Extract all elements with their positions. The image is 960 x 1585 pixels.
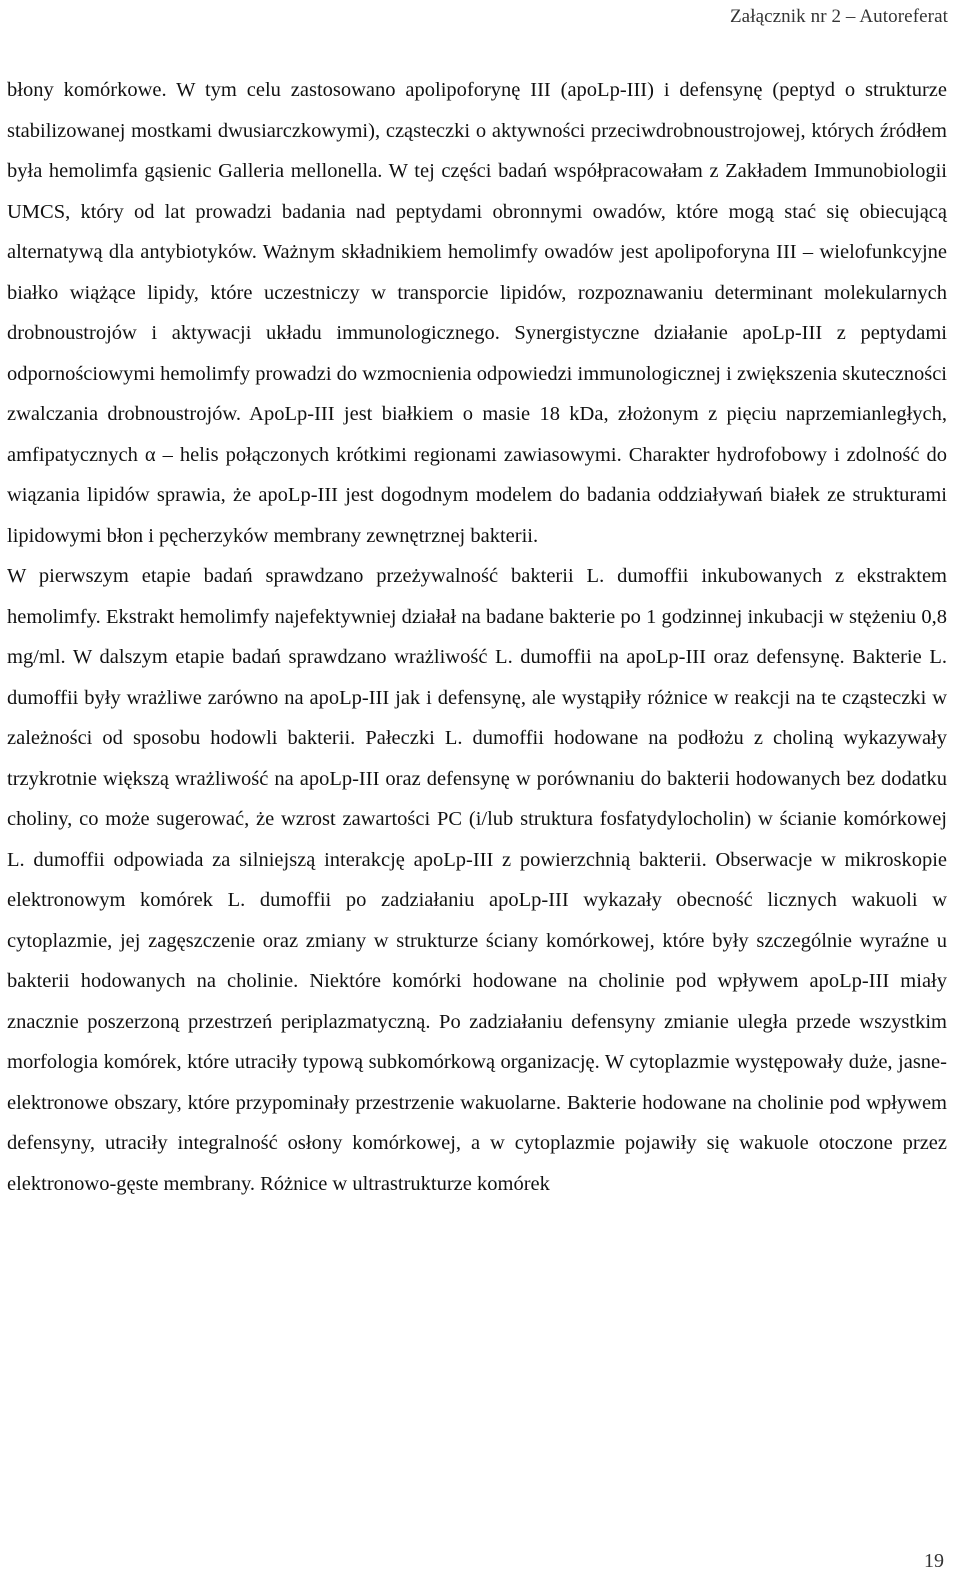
page-header: Załącznik nr 2 – Autoreferat bbox=[729, 6, 948, 27]
page-number: 19 bbox=[924, 1550, 944, 1572]
document-body bbox=[7, 70, 947, 1204]
paragraph: błony komórkowe. W tym celu zastosowano apolipoforynę III (apoLp-III) i defensynę (peptyd o strukturze stabilizowanej mostkami dwusiarczkowymi), cząsteczki o aktywności przeciwdrobnoustrojowej, których źródłem była hemolimfa gąsienic Galleria mellonella. W tej części badań współpracowałam z Zakładem Immunobiologii UMCS, który od lat prowadzi badania nad peptydami obronnymi owadów, które mogą stać się obiecującą alternatywą dla antybiotyków. Ważnym składnikiem hemolimfy owadów jest apolipoforyna III – wielofunkcyjne białko wiążące lipidy, które uczestniczy w transporcie lipidów, rozpoznawaniu determinant molekularnych drobnoustrojów i aktywacji układu immunologicznego. Synergistyczne działanie apoLp-III z peptydami odpornościowymi hemolimfy prowadzi do wzmocnienia odpowiedzi immunologicznej i zwiększenia skuteczności zwalczania drobnoustrojów. ApoLp-III jest białkiem o masie 18 kDa, złożonym z pięciu naprzemianległych, amfipatycznych α – helis połączonych krótkimi regionami zawiasowymi. Charakter hydrofobowy i zdolność do wiązania lipidów sprawia, że apoLp-III jest dogodnym modelem do badania oddziaływań białek ze strukturami lipidowymi błon i pęcherzyków membrany zewnętrznej bakterii. bbox=[7, 79, 947, 547]
paragraph: W pierwszym etapie badań sprawdzano przeżywalność bakterii L. dumoffii inkubowanych z ekstraktem hemolimfy. Ekstrakt hemolimfy najefektywniej działał na badane bakterie po 1 godzinnej inkubacji w stężeniu 0,8 mg/ml. W dalszym etapie badań sprawdzano wrażliwość L. dumoffii na apoLp-III oraz defensynę. Bakterie L. dumoffii były wrażliwe zarówno na apoLp-III jak i defensynę, ale wystąpiły różnice w reakcji na te cząsteczki w zależności od sposobu hodowli bakterii. Pałeczki L. dumoffii hodowane na podłożu z choliną wykazywały trzykrotnie większą wrażliwość na apoLp-III oraz defensynę w porównaniu do bakterii hodowanych bez dodatku choliny, co może sugerować, że wzrost zawartości PC (i/lub struktura fosfatydylocholin) w ścianie komórkowej L. dumoffii odpowiada za silniejszą interakcję apoLp-III z powierzchnią bakterii. Obserwacje w mikroskopie elektronowym komórek L. dumoffii po zadziałaniu apoLp-III wykazały obecność licznych wakuoli w cytoplazmie, jej zagęszczenie oraz zmiany w strukturze ściany komórkowej, które były szczególnie wyraźne u bakterii hodowanych na cholinie. Niektóre komórki hodowane na cholinie pod wpływem apoLp-III miały znacznie poszerzoną przestrzeń periplazmatyczną. Po zadziałaniu defensyny zmianie uległa przede wszystkim morfologia komórek, które utraciły typową subkomórkową organizację. W cytoplazmie występowały duże, jasne-elektronowe obszary, które przypominały przestrzenie wakuolarne. Bakterie hodowane na cholinie pod wpływem defensyny, utraciły integralność osłony komórkowej, a w cytoplazmie pojawiły się wakuole otoczone przez elektronowo-gęste membrany. Różnice w ultrastrukturze komórek bbox=[7, 565, 947, 1195]
